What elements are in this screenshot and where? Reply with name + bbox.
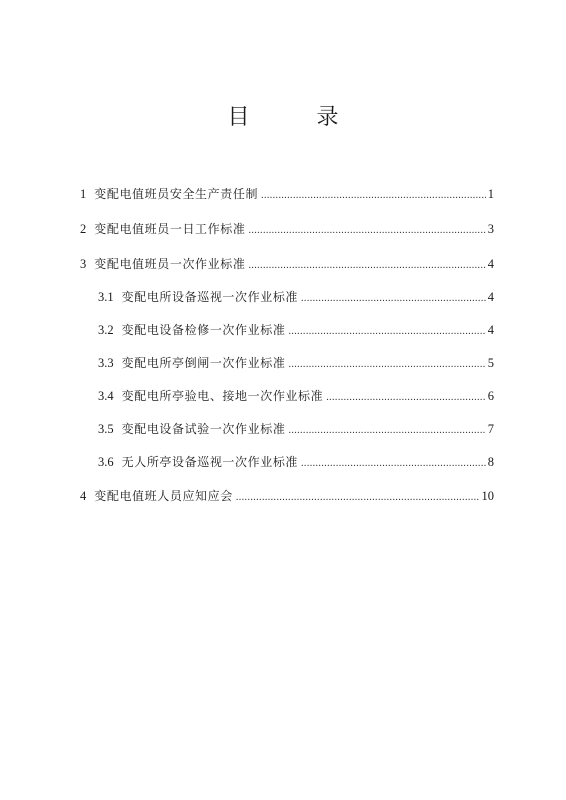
toc-entry-number: 3.2	[98, 323, 114, 337]
toc-entry-number: 2	[80, 222, 87, 236]
toc-subentry[interactable]	[98, 388, 494, 406]
toc-subentry[interactable]	[98, 322, 494, 340]
toc-leader-dots	[288, 423, 485, 439]
toc-entry-number: 3.6	[98, 455, 114, 469]
toc-subentry[interactable]	[98, 454, 494, 472]
toc-entry-number: 3.1	[98, 290, 114, 304]
toc-subentry[interactable]	[98, 355, 494, 373]
toc-entry-page: 7	[487, 422, 494, 436]
toc-leader-dots	[288, 324, 485, 340]
toc-entry-title: 变配电所亭验电、接地一次作业标准	[121, 389, 324, 403]
toc-entry-title: 变配电值班员一次作业标准	[94, 257, 246, 271]
toc-entry-page: 4	[487, 290, 494, 304]
toc-leader-dots	[326, 390, 486, 406]
toc-entry-title: 变配电所亭倒闸一次作业标准	[121, 356, 286, 370]
toc-leader-dots	[301, 456, 486, 472]
toc-leader-dots	[261, 188, 486, 204]
toc-entry-title: 变配电值班人员应知应会	[94, 489, 233, 503]
toc-entry-number: 4	[80, 489, 87, 503]
toc-entry-number: 1	[80, 187, 87, 201]
toc-entry-page: 5	[487, 356, 494, 370]
toc-entry-number: 3	[80, 257, 87, 271]
toc-entry-page: 8	[487, 455, 494, 469]
toc-entry-page: 4	[487, 257, 494, 271]
toc-entry-number: 3.4	[98, 389, 114, 403]
toc-entry-title: 变配电设备检修一次作业标准	[121, 323, 286, 337]
toc-entry-title: 变配电值班员安全生产责任制	[94, 187, 259, 201]
toc-entry-page: 10	[481, 489, 494, 503]
page-title: 目 录	[227, 105, 369, 130]
toc-entry-page: 6	[487, 389, 494, 403]
toc-entry[interactable]	[80, 256, 494, 274]
toc-entry-page: 1	[487, 187, 494, 201]
toc-entry-number: 3.3	[98, 356, 114, 370]
toc-entry-title: 无人所亭设备巡视一次作业标准	[121, 455, 299, 469]
toc-entry[interactable]	[80, 488, 494, 506]
toc-leader-dots	[301, 291, 486, 307]
toc-entry-title: 变配电值班员一日工作标准	[94, 222, 246, 236]
toc-entry[interactable]	[80, 186, 494, 204]
toc-leader-dots	[288, 357, 485, 373]
toc-entry-title: 变配电设备试验一次作业标准	[121, 422, 286, 436]
toc-leader-dots	[236, 490, 480, 506]
toc-entry-number: 3.5	[98, 422, 114, 436]
toc-entry-page: 3	[487, 222, 494, 236]
toc-leader-dots	[248, 223, 485, 239]
toc-subentry[interactable]	[98, 289, 494, 307]
toc-entry-page: 4	[487, 323, 494, 337]
toc-leader-dots	[248, 258, 485, 274]
toc-subentry[interactable]	[98, 421, 494, 439]
toc-entry[interactable]	[80, 221, 494, 239]
toc-entry-title: 变配电所设备巡视一次作业标准	[121, 290, 299, 304]
